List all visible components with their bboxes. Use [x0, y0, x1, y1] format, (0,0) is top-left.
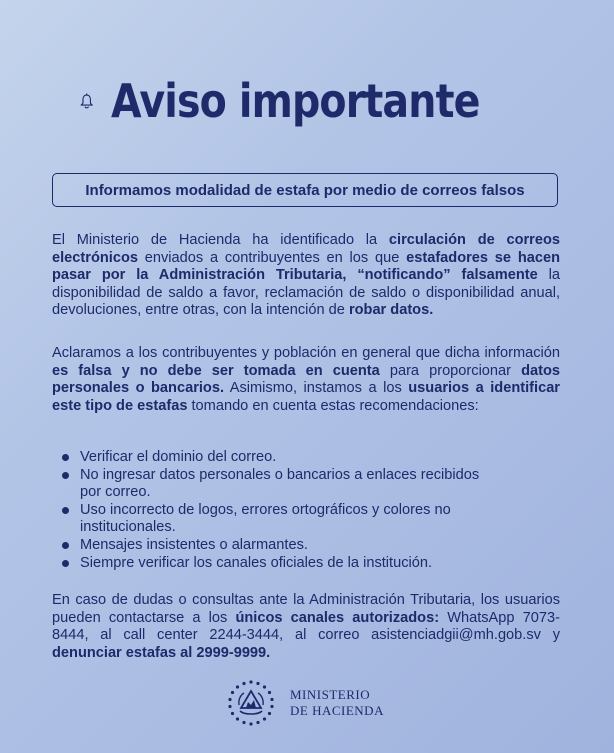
- emphasis-text: estafadores se hacen pasar por la Administración Tributaria, “notificando” falsamente: [52, 249, 560, 284]
- emphasis-text: usuarios a identificar este tipo de estafas: [52, 380, 560, 414]
- body-text-segment: WhatsApp 7073-8444, al call center 2244-3444, al correo asistenciadgii@mh.gob.sv y: [52, 609, 560, 644]
- list-item: Uso incorrecto de logos, errores ortográficos y colores no institucionales.: [62, 502, 502, 537]
- body-text-segment: En caso de dudas o consultas ante la Administración Tributaria, los usuarios pueden contactarse a los: [52, 592, 560, 626]
- list-item: No ingresar datos personales o bancarios a enlaces recibidos por correo.: [62, 467, 502, 502]
- emphasis-text: robar datos.: [348, 302, 434, 319]
- subtitle-banner: Informamos modalidad de estafa por medio de correos falsos: [52, 173, 558, 207]
- list-item: Siempre verificar los canales oficiales de la institución.: [62, 555, 502, 573]
- list-item: Verificar el dominio del correo.: [62, 449, 502, 467]
- emphasis-text: circulación de correos electrónicos: [52, 232, 560, 266]
- body-text-segment: tomando en cuenta estas recomendaciones:: [187, 397, 479, 414]
- ministry-logo: [226, 678, 396, 728]
- header: [80, 56, 540, 146]
- emphasis-text: datos personales o bancarios.: [52, 362, 560, 397]
- page-title: Aviso importante: [111, 74, 480, 128]
- emphasis-text: denunciar estafas al 2999-9999.: [52, 644, 271, 661]
- body-text-segment: para proporcionar: [379, 362, 522, 379]
- body-text-segment: Asimismo, instamos a los: [224, 380, 409, 397]
- emphasis-text: es falsa y no debe ser tomada en cuenta: [52, 362, 380, 379]
- bell-icon: [80, 59, 93, 143]
- ministry-name-line1: MINISTERIO: [290, 687, 371, 702]
- paragraph-contact: [52, 592, 560, 662]
- body-text-segment: la disponibilidad de saldo a favor, reclamación de saldo o disponibilidad anual, devoluciones, entre otras, con la intención de: [52, 267, 560, 319]
- list-item: Mensajes insistentes o alarmantes.: [62, 537, 502, 555]
- emphasis-text: únicos canales autorizados:: [235, 609, 440, 626]
- ministry-name: [290, 687, 384, 719]
- coat-of-arms-icon: [226, 678, 276, 728]
- ministry-name-line2: DE HACIENDA: [290, 703, 384, 718]
- recommendations-list: [62, 449, 502, 572]
- body-text-segment: enviados a contribuyentes en los que: [137, 249, 407, 266]
- body-text-segment: El Ministerio de Hacienda ha identificado la: [52, 232, 389, 248]
- paragraph-clarification: [52, 345, 560, 415]
- paragraph-intro: [52, 232, 560, 320]
- body-text-segment: Aclaramos a los contribuyentes y población en general que dicha información: [52, 345, 560, 361]
